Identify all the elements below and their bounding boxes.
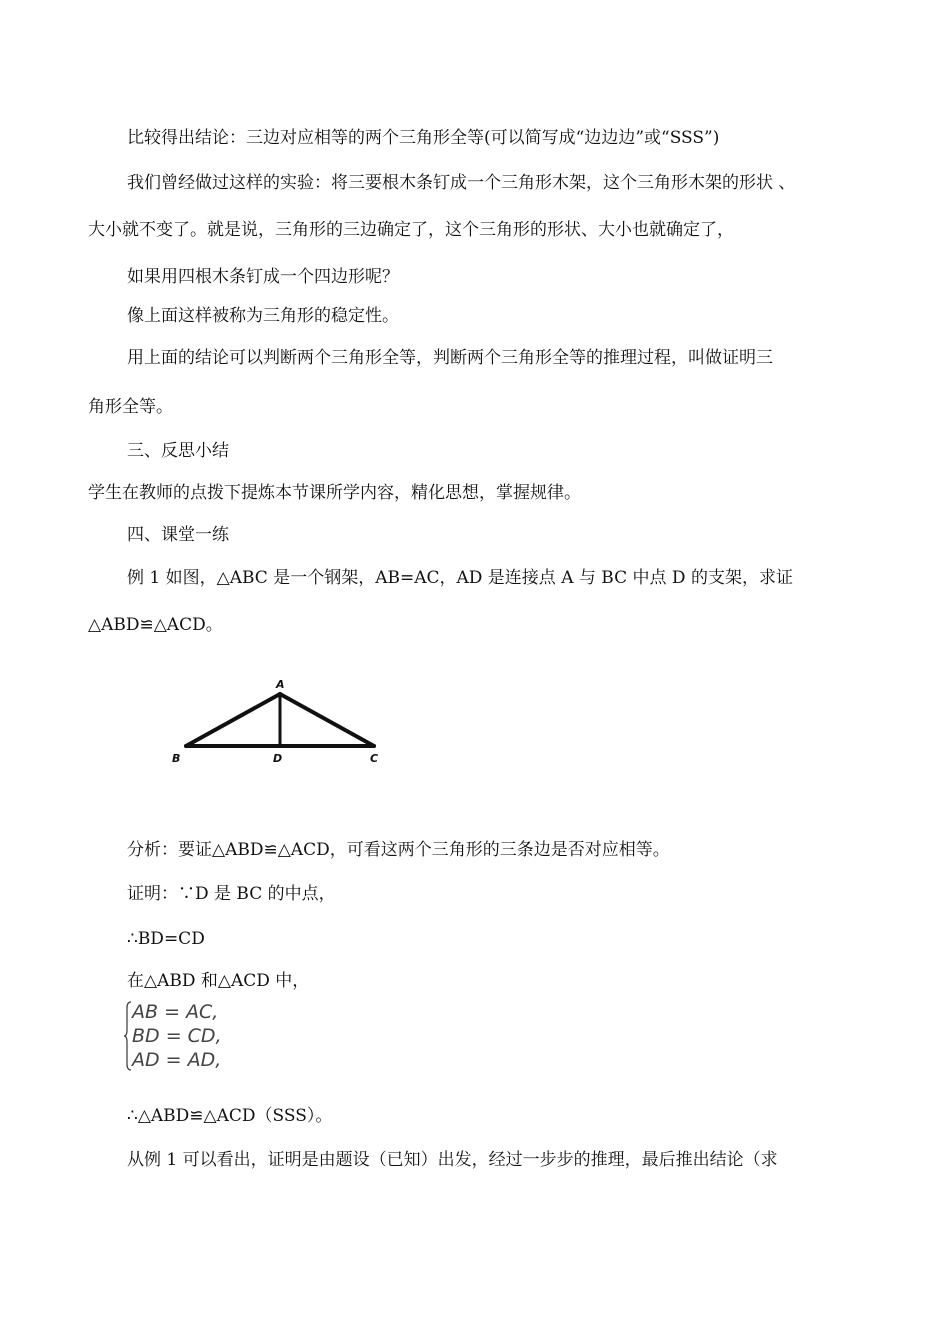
label-d: D (273, 752, 283, 765)
paragraph-analysis: 分析：要证△ABD≌△ACD，可看这两个三角形的三条边是否对应相等。 (127, 840, 670, 860)
proof-step-2: ∴BD=CD (127, 929, 205, 949)
brace-icon (124, 1000, 132, 1072)
paragraph-proof-definition-cont: 角形全等。 (88, 397, 173, 417)
paragraph-conclusion: 比较得出结论：三边对应相等的两个三角形全等(可以简写成“边边边”或“SSS”) (127, 128, 720, 148)
proof-step-3: 在△ABD 和△ACD 中， (127, 971, 310, 991)
triangle-diagram (168, 670, 398, 770)
paragraph-experiment: 我们曾经做过这样的实验：将三要根木条钉成一个三角形木架，这个三角形木架的形状 、 (127, 173, 796, 193)
label-c: C (370, 752, 379, 765)
paragraph-quadrilateral: 如果用四根木条钉成一个四边形呢？ (127, 267, 399, 287)
equation-row-2: BD = CD, (132, 1025, 222, 1047)
section-heading-practice: 四、课堂一练 (127, 525, 229, 545)
triangle-figure (168, 670, 398, 770)
example-1: 例 1 如图，△ABC 是一个钢架，AB=AC，AD 是连接点 A 与 BC 中点 D 的支架，求证 (127, 568, 793, 588)
segment-ab (186, 694, 280, 746)
paragraph-proof-definition: 用上面的结论可以判断两个三角形全等，判断两个三角形全等的推理过程，叫做证明三 (127, 348, 773, 368)
paragraph-stability: 像上面这样被称为三角形的稳定性。 (127, 306, 399, 326)
paragraph-reflection: 学生在教师的点拨下提炼本节课所学内容，精化思想，掌握规律。 (88, 483, 581, 503)
paragraph-experiment-cont: 大小就不变了。就是说，三角形的三边确定了，这个三角形的形状、大小也就确定了， (88, 220, 734, 240)
section-heading-reflection: 三、反思小结 (127, 441, 229, 461)
equation-system (124, 1000, 284, 1080)
proof-step-1: 证明：∵D 是 BC 的中点， (127, 884, 336, 904)
example-1-cont: △ABD≌△ACD。 (88, 615, 223, 635)
paragraph-summary: 从例 1 可以看出，证明是由题设（已知）出发，经过一步步的推理，最后推出结论（求 (127, 1150, 778, 1170)
segment-ac (280, 694, 374, 746)
proof-conclusion: ∴△ABD≌△ACD（SSS）。 (127, 1106, 333, 1126)
label-b: B (172, 752, 181, 765)
label-a: A (276, 678, 285, 691)
equation-row-3: AD = AD, (132, 1049, 222, 1071)
equation-row-1: AB = AC, (132, 1001, 219, 1023)
